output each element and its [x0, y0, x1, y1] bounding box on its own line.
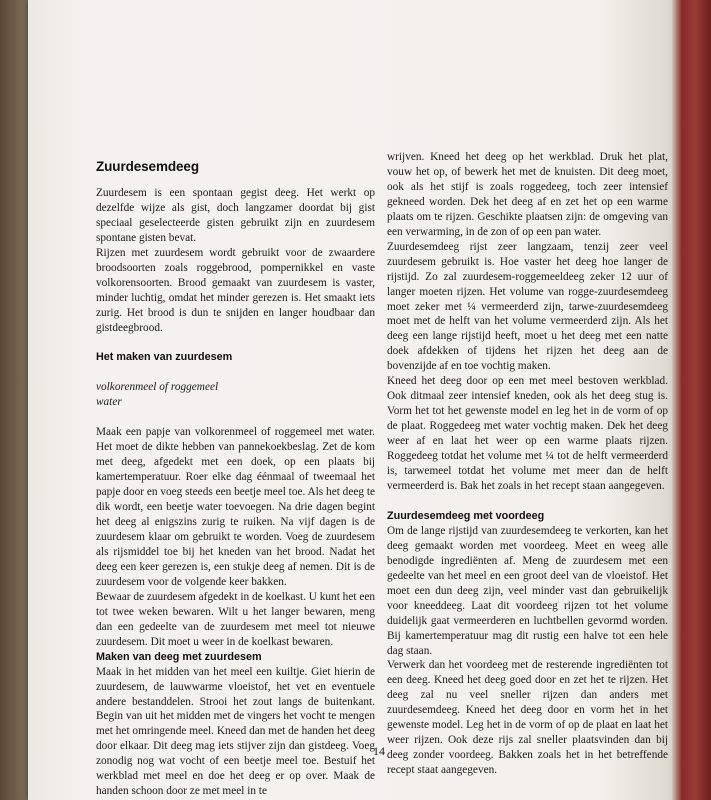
continued-paragraph-2: Zuurdesemdeeg rijst zeer langzaam, tenzij zeer veel zuurdesem gebruikt is. Hoe vaster het deeg hoe langer de rijstijd. Zo zal zuurdesem-roggemeeldeeg zeker 12 uur of langer moeten rijzen. Het volume van rogge-zuurdesemdeeg moet zeker met ¼ vermeerderd zijn, tarwe-zuurdesemdeeg moet met de helft van het volume vermeerderd zijn. Als het deeg een lange rijstijd heeft, moet u het deeg met een natte doek afdekken of tijdens het rijzen het deeg aan de bovenzijde af en toe vochtig maken.	[387, 240, 668, 373]
section3-paragraph-1: Om de lange rijstijd van zuurdesemdeeg te verkorten, kan het deeg gemaakt worden met voordeeg. Meet en weeg alle benodigde ingrediënten af. Meng de zuurdesem met een gedeelte van het meel en een groot deel van de vloeistof. Het moet een dun deeg zijn, veel minder vast dan gebruikelijk voor kneeddeeg. Laat dit voordeeg rijzen tot het volume duidelijk gaat vermeerderen en luchtbellen gevormd worden. Bij kamertemperatuur mag dit rustig een halve tot een hele dag staan.	[387, 524, 668, 657]
intro-paragraph-2: Rijzen met zuurdesem wordt gebruikt voor de zwaardere broodsoorten zoals roggebrood, pompernikkel en vaste volkorensoorten. Brood gemaakt van zuurdesem is vaster, minder luchtig, omdat het minder gerezen is. Het smaakt iets zurig. Het brood is dun te snijden en langer houdbaar dan gistdeegbrood.	[96, 246, 375, 334]
book-spine	[672, 0, 711, 800]
continued-paragraph-1: wrijven. Kneed het deeg op het werkblad. Druk het plat, vouw het op, of bewerk het met de knuisten. Dit deeg moet, ook als het stijf is zoals roggedeeg, toch zeer intensief gekneed worden. Dek het deeg af en zet het op een warme plaats om te rijzen. Geschikte plaatsen zijn: de omgeving van een verwarming, in de zon of op een pan water.	[387, 151, 668, 238]
page-number: 14	[373, 744, 385, 758]
section-heading-preferment: Zuurdesemdeeg met voordeeg	[387, 509, 545, 522]
section3-paragraph-2: Verwerk dan het voordeeg met de resterende ingrediënten tot een deeg. Kneed het deeg goed door en zet het te rijzen. Het deeg zal nu veel sneller rijzen dan anders met zuurdesemdeeg. Kneed het deeg door en vorm het in het gewenste model. Leg het in de vorm of op de plaat en laat het weer rijzen. Ook deze rijs zal sneller plaatsvinden dan bij deeg zonder voordeeg. Bakken zoals het in het betreffende recept staat aangegeven.	[387, 659, 668, 777]
section1-paragraph-2: Bewaar de zuurdesem afgedekt in de koelkast. U kunt het een tot twee weken bewaren. Wilt u het langer bewaren, meng dan een gedeelte van de zuurdesem met meel tot nieuwe zuurdesem. Dit moet u weer in de koelkast bewaren.	[96, 590, 375, 648]
left-column	[96, 160, 375, 799]
section-heading-dough-with-sourdough: Maken van deeg met zuurdesem	[96, 650, 262, 663]
ingredient-line-1: volkorenmeel of roggemeel	[96, 381, 219, 394]
continued-paragraph-3: Kneed het deeg door op een met meel bestoven werkblad. Ook ditmaal zeer intensief kneden, ook als het deeg stug is. Vorm het tot het gewenste model en leg het in de vorm of op de plaat. Roggedeeg met water vochtig maken. Dek het deeg weer af en laat het weer op een warme plaats rijzen. Roggedeeg totdat het volume met ¼ tot de helft vermeerderd is, tarwemeel totdat het volume met meer dan de helft vermeerderd is. Bak het zoals in het recept staan aangegeven.	[387, 375, 668, 492]
ingredient-line-2: water	[96, 396, 122, 409]
right-column	[387, 150, 668, 778]
section-heading-making-sourdough: Het maken van zuurdesem	[96, 351, 233, 364]
section2-paragraph-1: Maak in het midden van het meel een kuiltje. Giet hierin de zuurdesem, de lauwwarme vloeistof, het vet en eventuele andere bestanddelen. Strooi het zout langs de buitenkant. Begin van uit het midden met de vingers het vocht te mengen met het omringende meel. Kneed dan met de handen het deeg door elkaar. Dit deeg mag iets stijver zijn dan gistdeeg. Voeg zonodig nog wat vocht of een beetje meel toe. Bestuif het werkblad met meel en doe het deeg er op over. Maak de handen schoon door ze met meel in te	[96, 665, 375, 798]
intro-paragraph-1: Zuurdesem is een spontaan gegist deeg. Het werkt op dezelfde wijze als gist, doch langzamer doordat bij gist speciaal geselecteerde gisten gebruikt zijn en zuurdesem spontane gisten bevat.	[96, 186, 375, 244]
page-title: Zuurdesemdeeg	[96, 159, 199, 174]
section1-paragraph-1: Maak een papje van volkorenmeel of roggemeel met water. Het moet de dikte hebben van pannekoekbeslag. Zet de kom met deeg, afgedekt met een doek, op een plaats bij kamertemperatuur. Roer elke dag éénmaal of tweemaal het papje door en voeg steeds een beetje meel toe. Als het deeg te dik wordt, een beetje water toevoegen. Na drie dagen begint het deeg al enigszins zurig te ruiken. Na vijf dagen is de zuurdesem klaar om gebruikt te worden. Voeg de zuurdesem als rijsmiddel toe bij het kneden van het brood. Nadat het deeg een keer gerezen is, een stukje deeg af nemen. Dit is de zuurdesem voor de volgende keer bakken.	[96, 426, 375, 588]
